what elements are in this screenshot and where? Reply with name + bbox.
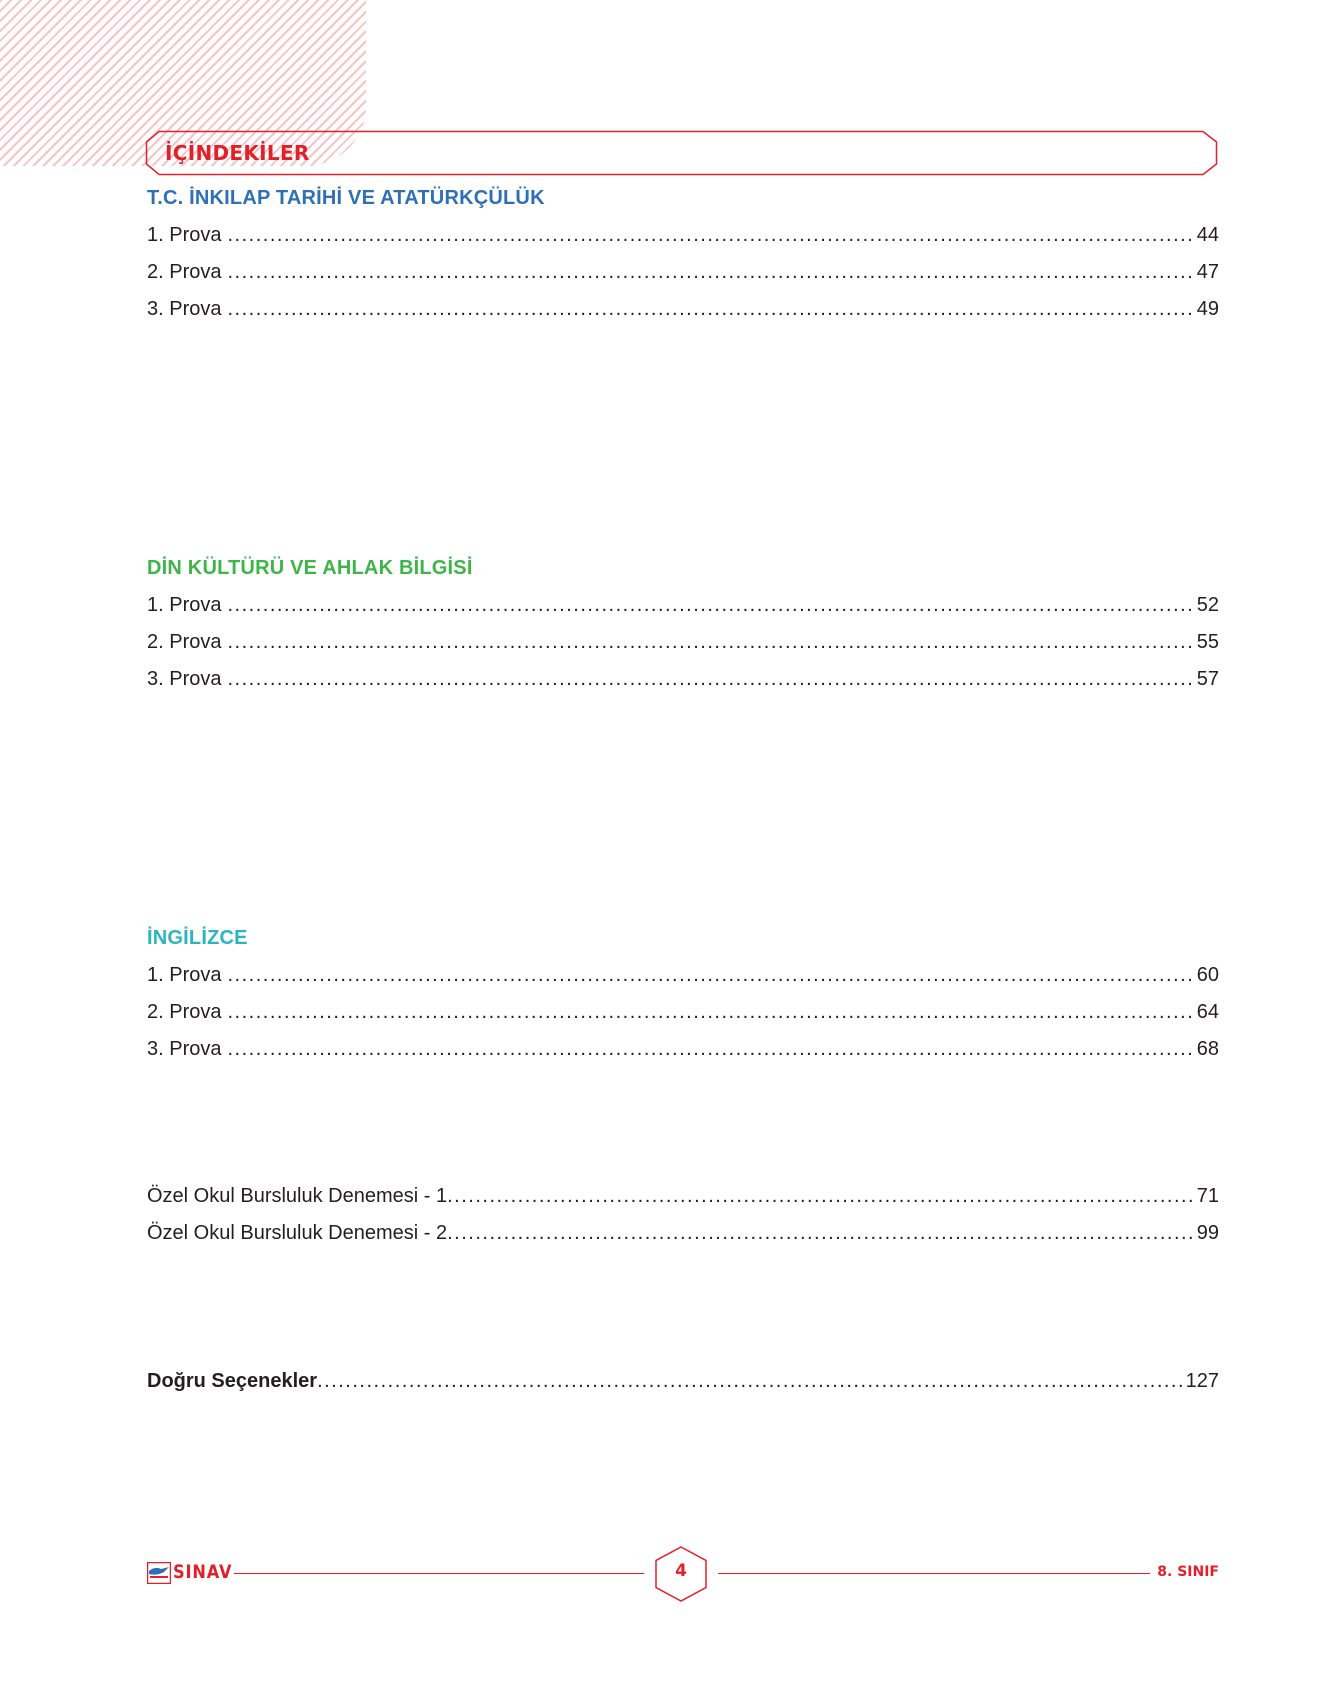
toc-label: 2. Prova — [147, 1001, 222, 1023]
toc-row-denemesi-2[interactable] — [147, 1222, 1219, 1250]
toc-row-answers[interactable] — [147, 1370, 1219, 1398]
sinav-logo-text: SINAV — [173, 1561, 233, 1583]
toc-page: 57 — [1196, 668, 1219, 690]
footer-divider-left — [234, 1573, 644, 1574]
toc-label: 2. Prova — [147, 631, 222, 653]
toc-row[interactable] — [147, 964, 1219, 992]
dot-leader — [227, 224, 1192, 247]
dot-leader — [227, 1038, 1192, 1061]
toc-page: 71 — [1196, 1185, 1219, 1207]
toc-page: 52 — [1196, 594, 1219, 616]
toc-row[interactable] — [147, 668, 1219, 696]
dot-leader — [317, 1370, 1182, 1393]
sinav-logo — [147, 1561, 232, 1585]
toc-label: 1. Prova — [147, 224, 222, 246]
toc-label: Doğru Seçenekler — [147, 1370, 318, 1392]
toc-page: 49 — [1196, 298, 1219, 320]
toc-row[interactable] — [147, 594, 1219, 622]
dot-leader — [227, 631, 1192, 654]
toc-row-denemesi-1[interactable] — [147, 1185, 1219, 1213]
toc-label: 1. Prova — [147, 964, 222, 986]
dot-leader — [227, 261, 1192, 284]
toc-page: 55 — [1196, 631, 1219, 653]
dot-leader — [227, 668, 1192, 691]
toc-page: 47 — [1196, 261, 1219, 283]
grade-label: 8. SINIF — [1157, 1564, 1219, 1580]
page-number-badge — [653, 1545, 709, 1603]
toc-row[interactable] — [147, 224, 1219, 252]
page-title: İÇİNDEKİLER — [165, 141, 310, 165]
dot-leader — [227, 594, 1192, 617]
toc-label: 3. Prova — [147, 1038, 222, 1060]
toc-header-box — [145, 130, 1218, 176]
toc-row[interactable] — [147, 261, 1219, 289]
footer-divider-right — [718, 1573, 1150, 1574]
toc-label: 1. Prova — [147, 594, 222, 616]
section-title-din: DİN KÜLTÜRÜ VE AHLAK BİLGİSİ — [147, 557, 473, 579]
toc-label: Özel Okul Bursluluk Denemesi - 2 — [147, 1222, 448, 1244]
toc-page: 44 — [1196, 224, 1219, 246]
toc-label: 3. Prova — [147, 668, 222, 690]
dot-leader — [227, 964, 1192, 987]
dot-leader — [227, 1001, 1192, 1024]
toc-label: 3. Prova — [147, 298, 222, 320]
toc-label: Özel Okul Bursluluk Denemesi - 1 — [147, 1185, 448, 1207]
dot-leader — [447, 1185, 1193, 1208]
toc-page: 60 — [1196, 964, 1219, 986]
toc-page: 68 — [1196, 1038, 1219, 1060]
page-number: 4 — [675, 1561, 687, 1581]
toc-label: 2. Prova — [147, 261, 222, 283]
section-title-inkilap: T.C. İNKILAP TARİHİ VE ATATÜRKÇÜLÜK — [147, 187, 545, 209]
section-title-ingilizce: İNGİLİZCE — [147, 927, 248, 949]
toc-row[interactable] — [147, 298, 1219, 326]
dot-leader — [447, 1222, 1193, 1245]
toc-row[interactable] — [147, 1038, 1219, 1066]
sinav-logo-icon — [147, 1562, 171, 1584]
toc-page: 127 — [1185, 1370, 1219, 1392]
toc-row[interactable] — [147, 631, 1219, 659]
toc-page: 64 — [1196, 1001, 1219, 1023]
dot-leader — [227, 298, 1192, 321]
toc-row[interactable] — [147, 1001, 1219, 1029]
toc-page: 99 — [1196, 1222, 1219, 1244]
